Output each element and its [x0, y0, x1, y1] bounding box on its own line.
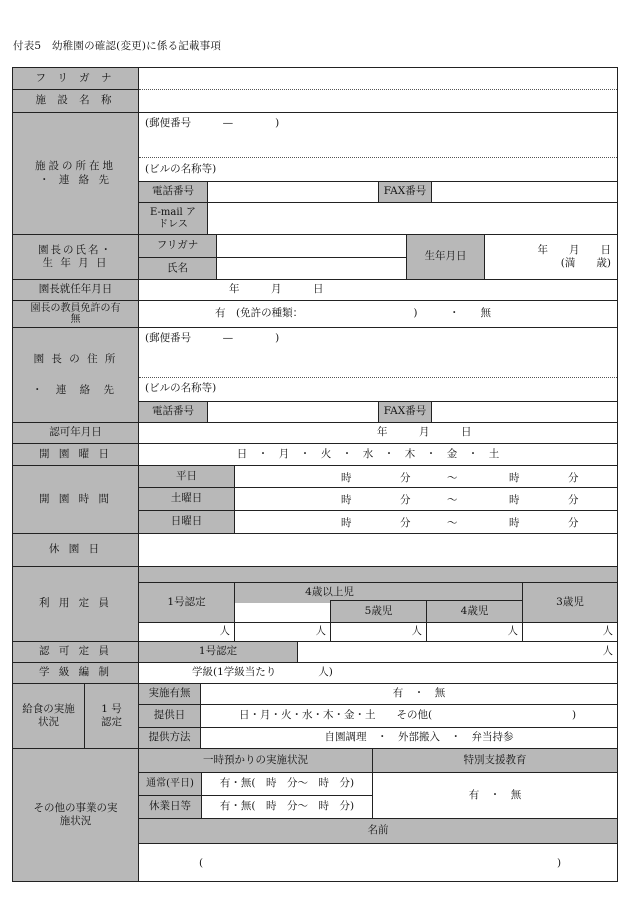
director-name-label: 氏名	[138, 257, 217, 280]
approval-date-label: 認可年月日	[12, 422, 139, 444]
hours-unit: 〜	[447, 517, 458, 529]
director-address-line1: 園 長 の 住 所	[33, 352, 118, 365]
hours-unit: 時	[341, 517, 352, 529]
director-fax-field[interactable]	[431, 401, 618, 423]
approved-capacity-label: 認 可 定 員	[12, 641, 139, 663]
temp-care-header: 一時預かりの実施状況	[138, 748, 373, 773]
hours-row-field[interactable]	[234, 465, 618, 488]
meal-impl-label: 実施有無	[138, 683, 201, 705]
name-paren-close: )	[557, 857, 562, 869]
director-name-field[interactable]	[216, 257, 407, 280]
closed-days-label: 休 園 日	[12, 533, 139, 567]
hours-row-label: 日曜日	[138, 510, 235, 534]
application-form	[12, 67, 618, 882]
class-label: 学 級 編 制	[12, 662, 139, 684]
birth-date-label: 生年月日	[406, 234, 485, 280]
facility-name-field[interactable]	[138, 67, 618, 113]
name-field[interactable]	[138, 843, 618, 882]
appointment-date-label: 園長就任年月日	[12, 279, 139, 301]
page-title: 付表5 幼稚園の確認(変更)に係る記載事項	[13, 40, 222, 52]
director-furigana-field[interactable]	[216, 234, 407, 258]
director-address-line2: ・ 連 絡 先	[31, 384, 119, 396]
capacity-age5-header: 5歳児	[330, 600, 427, 623]
capacity-age4-value[interactable]	[426, 622, 523, 642]
meal-cert-label: 1 号 認定	[84, 683, 139, 749]
facility-email-label: E-mail アドレス	[138, 202, 208, 235]
holiday-label: 休業日等	[138, 795, 202, 819]
hours-row-field[interactable]	[234, 487, 618, 511]
furigana-label: フ リ ガ ナ	[12, 67, 139, 90]
closed-days-field[interactable]	[138, 533, 618, 567]
license-field[interactable]	[138, 300, 618, 328]
class-value: 学級(1学級当たり 人)	[192, 666, 333, 679]
capacity-label: 利 用 定 員	[12, 566, 139, 642]
class-field[interactable]	[138, 662, 618, 684]
license-label: 園長の教員免許の有無	[12, 300, 139, 328]
meal-days-value: 日・月・火・水・木・金・土 その他(	[239, 709, 433, 722]
open-days-field[interactable]	[138, 443, 618, 466]
open-hours-label: 開 園 時 間	[12, 465, 139, 534]
hours-row-field[interactable]	[234, 510, 618, 534]
capacity-cert1-header: 1号認定	[138, 582, 235, 623]
capacity-age4plus-header: 4歳以上児	[234, 582, 523, 603]
unit-person: 人	[411, 625, 422, 638]
birth-date-age: (満 歳)	[560, 257, 611, 269]
meal-label: 給食の実施状況	[12, 683, 85, 749]
meal-impl-value: 有 ・ 無	[392, 687, 446, 700]
weekday-temp-value: 有・無( 時 分〜 時 分)	[219, 777, 355, 790]
name-paren-open: (	[199, 857, 204, 869]
appointment-date-ymd: 年 月 日	[229, 283, 324, 296]
unit-person: 人	[602, 625, 613, 638]
license-value: 有 (免許の種類： ) ・ 無	[215, 307, 491, 320]
unit-person: 人	[507, 625, 518, 638]
capacity-cert1-value[interactable]	[138, 622, 235, 642]
weekday-label: 通常(平日)	[138, 772, 202, 796]
hours-row-label: 平日	[138, 465, 235, 488]
facility-phone-field[interactable]	[207, 181, 379, 203]
hours-unit: 分	[568, 517, 579, 529]
director-name-birth-label	[12, 234, 139, 280]
facility-address-line2: ・ 連 絡 先	[38, 173, 112, 186]
director-address-label	[12, 327, 139, 423]
capacity-header-band	[138, 566, 618, 583]
hours-unit: 時	[509, 494, 520, 506]
hours-unit: 分	[568, 472, 579, 484]
facility-address-line1: 施設の所在地	[35, 160, 116, 173]
birth-date-field[interactable]	[484, 234, 618, 280]
approval-date-ymd: 年 月 日	[377, 426, 472, 439]
postal-code-label: (郵便番号 — )	[145, 117, 280, 129]
director-name-line1: 園長の氏名・	[38, 243, 113, 256]
director-building-label: (ビルの名称等)	[145, 382, 217, 394]
approved-capacity-value[interactable]	[297, 641, 618, 663]
hours-unit: 時	[509, 472, 520, 484]
director-postal-label: (郵便番号 — )	[145, 332, 280, 344]
hours-row-label: 土曜日	[138, 487, 235, 511]
hours-unit: 時	[341, 494, 352, 506]
capacity-age3-value[interactable]	[522, 622, 618, 642]
special-support-value: 有 ・ 無	[468, 788, 522, 801]
capacity-age5-value[interactable]	[330, 622, 427, 642]
name-header: 名前	[138, 818, 618, 844]
hours-unit: 時	[341, 472, 352, 484]
facility-email-field[interactable]	[207, 202, 618, 235]
director-phone-label: 電話番号	[138, 401, 208, 423]
meal-method-label: 提供方法	[138, 727, 201, 749]
director-furigana-label: フリガナ	[138, 234, 217, 258]
facility-name-label: 施 設 名 称	[12, 89, 139, 113]
facility-fax-field[interactable]	[431, 181, 618, 203]
building-label: (ビルの名称等)	[145, 163, 217, 176]
approval-date-field[interactable]	[138, 422, 618, 444]
special-support-header: 特別支援教育	[372, 748, 618, 773]
unit-person: 人	[602, 645, 613, 658]
weekday-temp-field[interactable]	[201, 772, 373, 796]
meal-days-label: 提供日	[138, 704, 201, 728]
open-days-options: 日 ・ 月 ・ 火 ・ 水 ・ 木 ・ 金 ・ 土	[236, 447, 500, 460]
director-phone-field[interactable]	[207, 401, 379, 423]
hours-unit: 分	[400, 517, 411, 529]
capacity-age4-header: 4歳児	[426, 600, 523, 623]
director-name-line2: 生 年 月 日	[42, 257, 109, 269]
other-services-label: その他の事業の実施状況	[12, 748, 139, 882]
special-support-field[interactable]	[372, 772, 618, 819]
capacity-age3-header: 3歳児	[522, 582, 618, 623]
holiday-temp-field[interactable]	[201, 795, 373, 819]
hours-unit: 〜	[447, 472, 458, 484]
meal-impl-field[interactable]	[200, 683, 618, 705]
director-fax-label: FAX番号	[378, 401, 432, 423]
meal-method-field[interactable]	[200, 727, 618, 749]
hours-unit: 分	[400, 494, 411, 506]
unit-person: 人	[219, 625, 230, 638]
hours-unit: 〜	[447, 494, 458, 506]
capacity-age4plus-value[interactable]	[234, 622, 331, 642]
facility-address-label	[12, 112, 139, 235]
appointment-date-field[interactable]	[138, 279, 618, 301]
approved-cert1-label: 1号認定	[138, 641, 298, 663]
holiday-temp-value: 有・無( 時 分〜 時 分)	[219, 800, 355, 813]
meal-days-field[interactable]	[200, 704, 618, 728]
hours-unit: 時	[509, 517, 520, 529]
open-days-label: 開 園 曜 日	[12, 443, 139, 466]
hours-unit: 分	[400, 472, 411, 484]
birth-date-ymd: 年 月 日	[537, 243, 611, 256]
meal-method-value: 自園調理 ・ 外部搬入 ・ 弁当持参	[324, 731, 514, 744]
facility-phone-label: 電話番号	[138, 181, 208, 203]
meal-days-close: )	[572, 709, 577, 721]
facility-building-field[interactable]	[138, 159, 618, 182]
unit-person: 人	[315, 625, 326, 638]
facility-fax-label: FAX番号	[378, 181, 432, 203]
hours-unit: 分	[568, 494, 579, 506]
